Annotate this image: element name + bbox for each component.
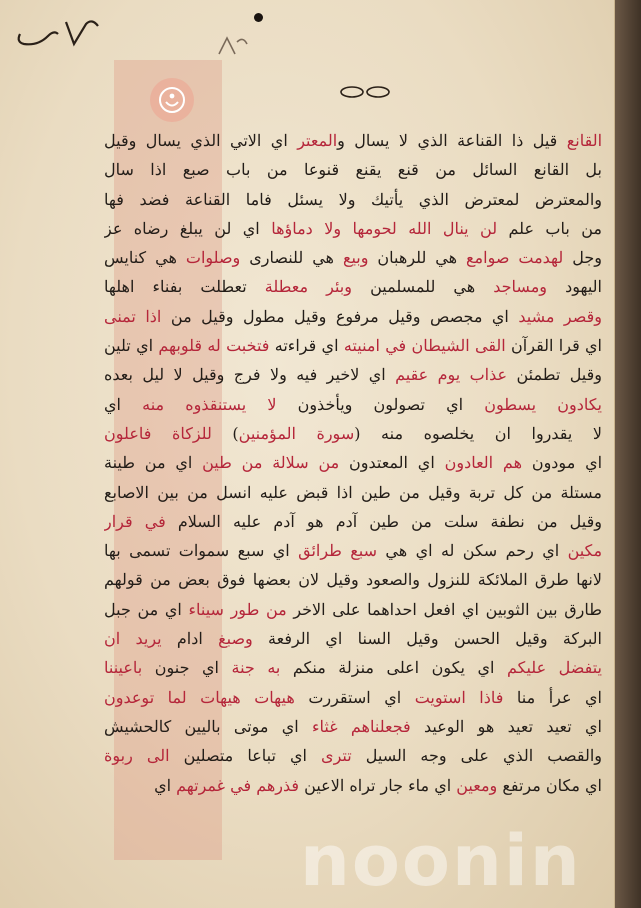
rubric-text: ومعين bbox=[456, 775, 498, 795]
rubric-text: من سلالة من طين bbox=[202, 453, 340, 473]
text-line bbox=[104, 565, 602, 594]
body-text: اي bbox=[154, 775, 177, 795]
stamp-emblem bbox=[150, 78, 194, 122]
folio-number bbox=[14, 14, 104, 64]
rubric-text: القى الشيطان في امنيته bbox=[343, 336, 506, 356]
body-text: اي تباعا متصلين bbox=[169, 746, 322, 766]
body-text: اي ماء جار تراه الاعين bbox=[299, 775, 457, 795]
text-line bbox=[104, 624, 602, 653]
rubric-text: تترى bbox=[321, 746, 352, 766]
rubric-text: القانع bbox=[566, 131, 602, 150]
body-text: اي استقررت bbox=[294, 687, 415, 707]
rubric-text: وصلوات bbox=[185, 248, 241, 268]
body-text: هي للرهبان bbox=[368, 248, 467, 268]
text-line bbox=[104, 185, 602, 214]
body-text: هي للنصارى bbox=[240, 248, 343, 268]
text-line bbox=[104, 595, 602, 624]
rubric-text: فاذا استويت bbox=[414, 687, 504, 707]
rubric-text: به جنة bbox=[231, 658, 281, 678]
text-line bbox=[104, 507, 602, 536]
body-text: اي عرأ منا bbox=[503, 687, 602, 707]
rubric-text: هيهات هيهات لما توعدون bbox=[104, 687, 295, 707]
body-text: من باب علم bbox=[497, 218, 602, 238]
text-line bbox=[104, 712, 602, 741]
text-line bbox=[104, 272, 602, 301]
rubric-text: في قرار bbox=[104, 511, 166, 531]
rubric-text: لا يستنقذوه منه bbox=[142, 394, 277, 414]
text-line bbox=[104, 741, 602, 770]
text-line bbox=[104, 683, 602, 712]
text-line bbox=[104, 214, 602, 243]
body-text: طارق بين الثوبين اي افعل احداهما على الاخر bbox=[286, 599, 602, 619]
text-line bbox=[104, 448, 602, 477]
body-text: اي سبع سموات تسمى بها bbox=[104, 541, 299, 561]
text-line bbox=[104, 536, 602, 565]
body-text: ) bbox=[211, 423, 239, 443]
text-line bbox=[104, 478, 602, 507]
page-edge bbox=[615, 0, 641, 908]
body-text: بل القانع السائل من قنع يقنع قنوعا من باب صبع اذا سال bbox=[104, 160, 602, 180]
rubric-text: لهدمت صوامع bbox=[466, 248, 564, 268]
rubric-text: وبيع bbox=[342, 248, 369, 268]
body-text: هي للمسلمين bbox=[351, 277, 494, 297]
ink-dot bbox=[254, 13, 263, 22]
body-text: اي مكان مرتفع bbox=[497, 775, 602, 795]
body-text: والمعترض لمعترض الذي يأتيك ولا يسئل فاما القناعة فضد فها bbox=[104, 189, 602, 209]
rubric-text: سورة المؤمنين bbox=[238, 423, 355, 443]
rubric-text: وبئر معطلة bbox=[264, 277, 352, 297]
body-text: مستلة من كل تربة وقيل من طين اذا قبض عليه انسل من بين الاصابع bbox=[104, 482, 602, 502]
text-line bbox=[104, 302, 602, 331]
body-text: قيل ذا القناعة الذي لا يسال و bbox=[337, 131, 567, 150]
text-line bbox=[104, 243, 602, 272]
body-text: اي لاخير فيه ولا فرج وقيل لا ليل بعده bbox=[104, 365, 396, 385]
body-text: والقصب الذي على وجه السيل bbox=[351, 746, 602, 766]
section-ornament bbox=[338, 82, 394, 102]
body-text: وقيل من نطفة سلت من طين آدم هو آدم عليه السلام bbox=[165, 511, 602, 531]
rubric-text: الى ربوة bbox=[104, 746, 170, 766]
rubric-text: سبع طرائق bbox=[298, 541, 378, 561]
rubric-text: وصبغ bbox=[218, 629, 253, 649]
body-text: اي bbox=[104, 394, 143, 414]
rubric-text: عذاب يوم عقيم bbox=[395, 365, 508, 385]
text-line bbox=[104, 419, 602, 448]
body-text: اي مودون bbox=[522, 453, 602, 473]
rubric-text: يريد ان bbox=[104, 629, 162, 649]
body-text: اليهود bbox=[547, 277, 602, 297]
rubric-text: مكين bbox=[567, 541, 602, 561]
rubric-text: المعتر bbox=[297, 131, 338, 150]
rubric-text: اذا تمنى bbox=[104, 306, 162, 326]
rubric-text: وقصر مشيد bbox=[518, 306, 602, 326]
body-text: اي الاتي الذي يسال وقيل bbox=[104, 131, 298, 150]
body-text: اي تصولون ويأخذون bbox=[276, 394, 485, 414]
body-text: لانها طرق الملائكة للنزول والصعود وقيل لان بعضها فوق بعض من قولهم bbox=[104, 570, 602, 590]
rubric-text: للزكاة فاعلون bbox=[104, 423, 212, 443]
body-text: اي موتى باليين كالحشيش bbox=[104, 716, 313, 736]
body-text: اي قرا القرآن bbox=[505, 336, 602, 356]
body-text: اي من جبل bbox=[104, 599, 189, 619]
text-line bbox=[104, 126, 602, 155]
body-text: اي المعتدون bbox=[339, 453, 445, 473]
rubric-text: ومساجد bbox=[493, 277, 547, 297]
text-line bbox=[104, 771, 602, 800]
body-text: هي كنايس bbox=[104, 248, 186, 268]
body-text: اي تلين bbox=[104, 336, 159, 356]
rubric-text: هم العادون bbox=[444, 453, 523, 473]
rubric-text: يكادون يسطون bbox=[484, 394, 602, 414]
body-text: تعطلت بفناء اهلها bbox=[104, 277, 265, 297]
rubric-text: يتفضل عليكم bbox=[506, 658, 602, 678]
body-text: اي لن يبلغ رضاه عز bbox=[104, 218, 272, 238]
watermark: noonin bbox=[300, 820, 582, 902]
body-text: اي تعيد تعيد هو الوعيد bbox=[410, 716, 602, 736]
body-text: لا يقدروا ان يخلصوه منه ( bbox=[354, 423, 602, 443]
text-line bbox=[104, 390, 602, 419]
text-line bbox=[104, 155, 602, 184]
body-text: اي جنون bbox=[142, 658, 232, 678]
rubric-text: لن ينال الله لحومها ولا دماؤها bbox=[271, 218, 498, 238]
body-text: اي قراءته bbox=[269, 336, 344, 356]
rubric-text: فذرهم في غمرتهم bbox=[176, 775, 300, 795]
body-text: اي من طينة bbox=[104, 453, 203, 473]
rubric-text: فجعلناهم غثاء bbox=[312, 716, 411, 736]
body-text: اي رحم سكن له اي هي bbox=[377, 541, 568, 561]
body-text: وقيل تطمئن bbox=[507, 365, 602, 385]
text-line bbox=[104, 653, 602, 682]
rubric-text: باعيننا bbox=[104, 658, 143, 678]
rubric-text: فتخبت له قلوبهم bbox=[158, 336, 270, 356]
rubric-text: من طور سيناء bbox=[188, 599, 287, 619]
marginal-note bbox=[213, 32, 253, 62]
body-text: ادام bbox=[161, 629, 219, 649]
body-text: اي مجصص وقيل مرفوع وقيل مطول وقيل من bbox=[161, 306, 519, 326]
text-line bbox=[104, 331, 602, 360]
manuscript-text bbox=[104, 126, 602, 866]
body-text: البركة وقيل الحسن وقيل السنا اي الرفعة bbox=[252, 629, 602, 649]
body-text: اي يكون اعلى منزلة منكم bbox=[280, 658, 507, 678]
body-text: وجل bbox=[563, 248, 602, 268]
text-line bbox=[104, 360, 602, 389]
